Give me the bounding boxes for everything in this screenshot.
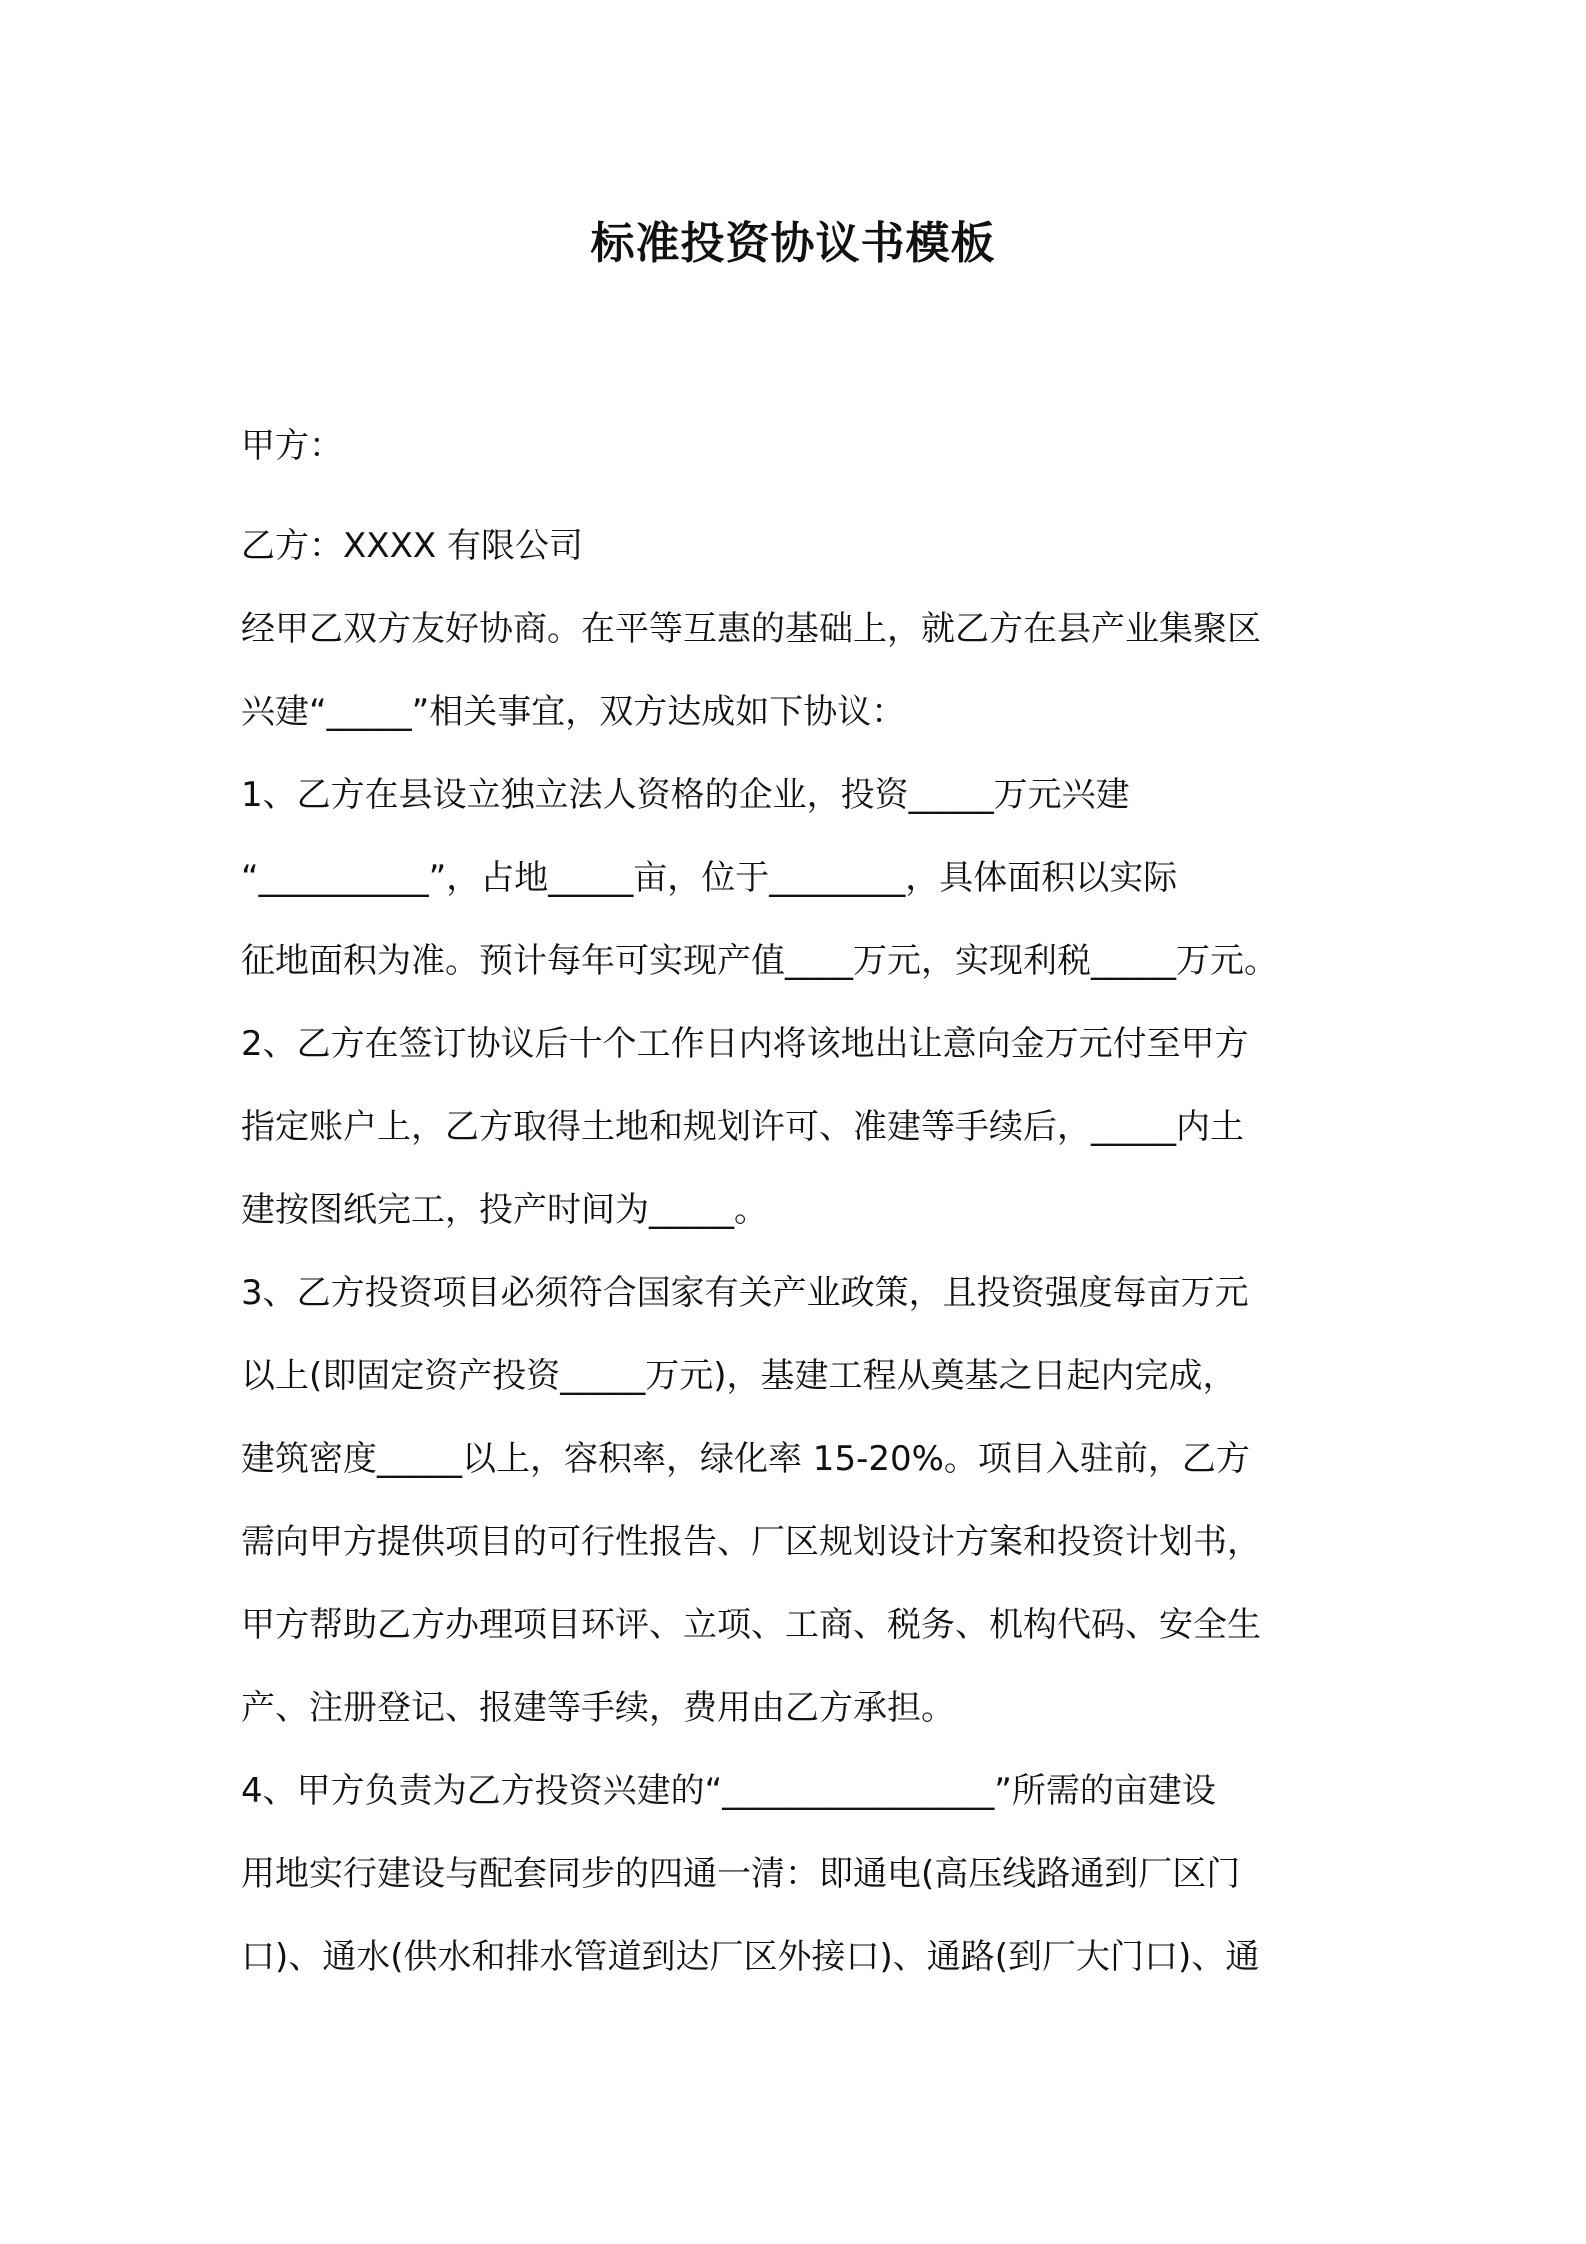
- clause-4-line: 用地实行建设与配套同步的四通一清：即通电(高压线路通到厂区门: [241, 1854, 1241, 1894]
- clause-4-line: 口)、通水(供水和排水管道到达厂区外接口)、通路(到厂大门口)、通: [241, 1937, 1260, 1977]
- clause-3-line: 3、乙方投资项目必须符合国家有关产业政策，且投资强度每亩万元: [241, 1273, 1249, 1313]
- clause-3-line: 需向甲方提供项目的可行性报告、厂区规划设计方案和投资计划书，: [241, 1522, 1261, 1562]
- party-a-line: 甲方：: [241, 426, 343, 466]
- clause-3-line: 以上(即固定资产投资_____万元)，基建工程从奠基之日起内完成，: [241, 1356, 1237, 1396]
- clause-2-line: 建按图纸完工，投产时间为_____。: [241, 1190, 768, 1230]
- clause-3-line: 产、注册登记、报建等手续，费用由乙方承担。: [241, 1688, 955, 1728]
- clause-4-line: 4、甲方负责为乙方投资兴建的“________________”所需的亩建设: [241, 1771, 1216, 1811]
- party-b-line: 乙方：XXXX 有限公司: [241, 526, 583, 566]
- clause-3-line: 甲方帮助乙方办理项目环评、立项、工商、税务、机构代码、安全生: [241, 1605, 1261, 1645]
- document-body: [241, 405, 1357, 1999]
- document-title: 标准投资协议书模板: [590, 218, 996, 269]
- body-line: 经甲乙双方友好协商。在平等互惠的基础上，就乙方在县产业集聚区: [241, 609, 1261, 649]
- clause-3-line: 建筑密度_____以上，容积率，绿化率 15-20%。项目入驻前，乙方: [241, 1439, 1250, 1479]
- clause-1-line: 1、乙方在县设立独立法人资格的企业，投资_____万元兴建: [241, 775, 1130, 815]
- clause-2-line: 2、乙方在签订协议后十个工作日内将该地出让意向金万元付至甲方: [241, 1024, 1249, 1064]
- clause-1-line: 征地面积为准。预计每年可实现产值____万元，实现利税_____万元。: [241, 941, 1278, 981]
- clause-1-line: “__________”，占地_____亩，位于________，具体面积以实际: [241, 858, 1178, 898]
- body-line: 兴建“_____”相关事宜，双方达成如下协议：: [241, 692, 906, 732]
- clause-2-line: 指定账户上，乙方取得土地和规划许可、准建等手续后，_____内土: [241, 1107, 1244, 1147]
